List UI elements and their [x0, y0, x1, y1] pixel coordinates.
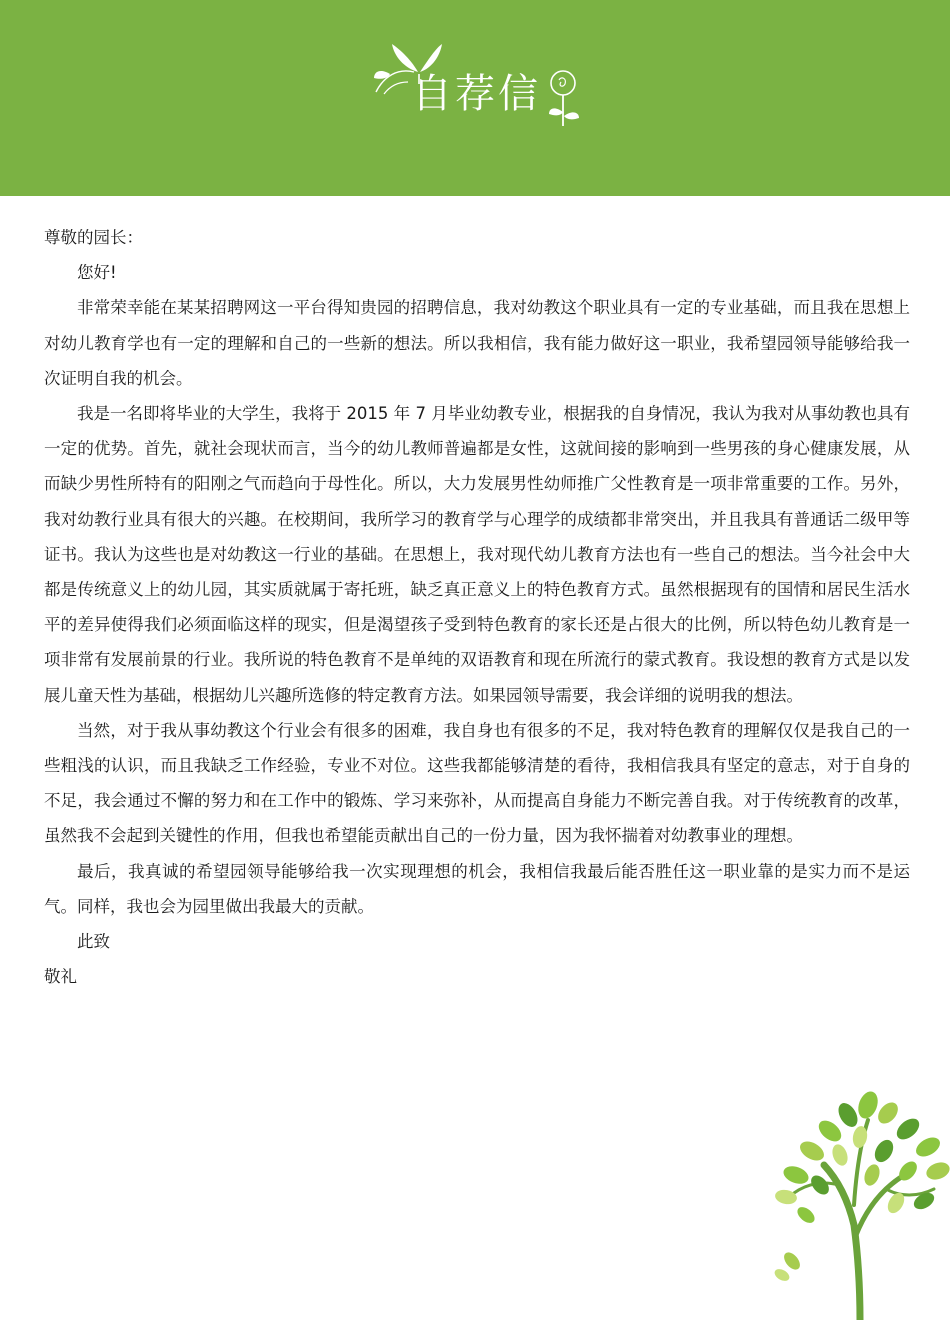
regards: 敬礼 [44, 967, 77, 987]
paragraph-3: 当然，对于我从事幼教这个行业会有很多的困难，我自身也有很多的不足，我对特色教育的理解仅仅是我自己的一些粗浅的认识，而且我缺乏工作经验，专业不对位。这些我都能够清楚的看待，我相信我具有坚定的意志，对于自身的不足，我会通过不懈的努力和在工作中的锻炼、学习来弥补，从而提高自身能力不断完善自我。对于传统教育的改革，虽然我不会起到关键性的作用，但我也希望能贡献出自己的一份力量，因为我怀揣着对幼教事业的理想。 [44, 720, 910, 846]
salutation: 尊敬的园长： [44, 228, 143, 247]
flower-swirl-icon [545, 66, 585, 128]
paragraph-4: 最后，我真诚的希望园领导能够给我一次实现理想的机会，我相信我最后能否胜任这一职业靠的是实力而不是运气。同样，我也会为园里做出我最大的贡献。 [44, 861, 910, 916]
header-banner [0, 0, 950, 196]
letter-body [44, 220, 910, 994]
page-title: 自荐信 [412, 71, 541, 117]
greeting: 您好! [77, 263, 117, 283]
tree-icon [768, 1085, 950, 1320]
closing: 此致 [77, 932, 110, 952]
paragraph-2: 我是一名即将毕业的大学生，我将于 2015 年 7 月毕业幼教专业，根据我的自身情况，我认为我对从事幼教也具有一定的优势。首先，就社会现状而言，当今的幼儿教师普遍都是女性，这就间接的影响到一些男孩的身心健康发展，从而缺少男性所特有的阳刚之气而趋向于母性化。所以，大力发展男性幼师推广父性教育是一项非常重要的工作。另外，我对幼教行业具有很大的兴趣。在校期间，我所学习的教育学与心理学的成绩都非常突出，并且我具有普通话二级甲等证书。我认为这些也是对幼教这一行业的基础。在思想上，我对现代幼儿教育方法也有一些自己的想法。当今社会中大都是传统意义上的幼儿园，其实质就属于寄托班，缺乏真正意义上的特色教育方式。虽然根据现有的国情和居民生活水平的差异使得我们必须面临这样的现实，但是渴望孩子受到特色教育的家长还是占很大的比例，所以特色幼儿教育是一项非常有发展前景的行业。我所说的特色教育不是单纯的双语教育和现在所流行的蒙式教育。我设想的教育方式是以发展儿童天性为基础，根据幼儿兴趣所选修的特定教育方法。如果园领导需要，我会详细的说明我的想法。 [44, 404, 910, 705]
paragraph-1: 非常荣幸能在某某招聘网这一平台得知贵园的招聘信息，我对幼教这个职业具有一定的专业基础，而且我在思想上对幼儿教育学也有一定的理解和自己的一些新的想法。所以我相信，我有能力做好这一职业，我希望园领导能够给我一次证明自我的机会。 [44, 298, 910, 388]
